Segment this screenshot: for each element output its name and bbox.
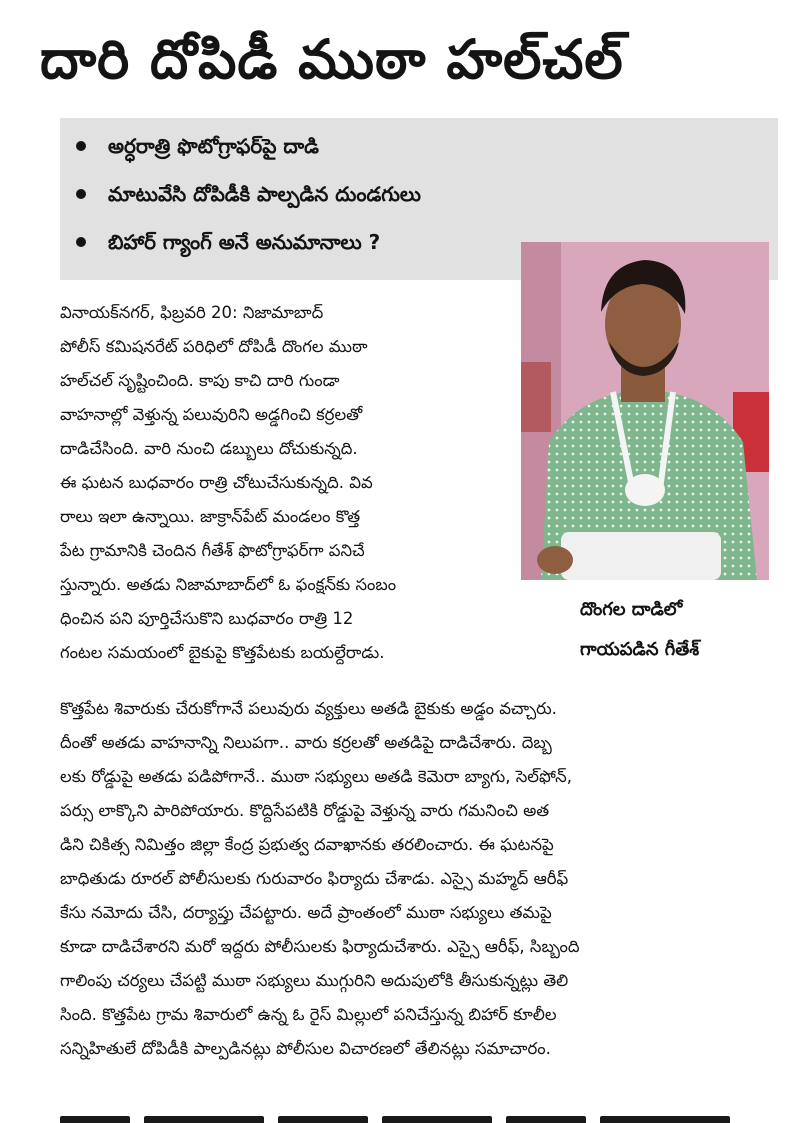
body-line: వినాయక్‌నగర్, ఫిబ్రవరి 20: నిజామాబాద్	[60, 303, 324, 322]
cutoff-glyph	[600, 1116, 730, 1123]
body-line: లకు రోడ్డుపై అతడు పడిపోగానే.. ముఠా సభ్యులు అతడి కెమెరా బ్యాగు, సెల్‌ఫోన్,	[60, 767, 573, 786]
bullet-item	[76, 224, 380, 260]
cutoff-glyph	[506, 1116, 586, 1123]
photo-caption	[580, 590, 780, 670]
body-line: హల్‌చల్ సృష్టించింది. కాపు కాచి దారి గుండా	[60, 371, 340, 390]
body-line: దీంతో అతడు వాహనాన్ని నిలుపగా.. వారు కర్రలతో అతడిపై దాడిచేశారు. దెబ్బ	[60, 733, 552, 752]
body-line: కేసు నమోదు చేసి, దర్యాప్తు చేపట్టారు. అదే ప్రాంతంలో ముఠా సభ్యులు తమపై	[60, 903, 552, 922]
body-line: కొత్తపేట శివారుకు చేరుకోగానే పలువురు వ్యక్తులు అతడి బైకుకు అడ్డం వచ్చారు.	[60, 699, 557, 718]
body-line: పర్సు లాక్కొని పారిపోయారు. కొద్దిసేపటికి రోడ్డుపై వెళ్తున్న వారు గమనించి అత	[60, 801, 550, 820]
body-line: దాడిచేసింది. వారి నుంచి డబ్బులు దోచుకున్నది.	[60, 439, 358, 458]
bullet-item	[76, 176, 421, 212]
body-line: పేట గ్రామానికి చెందిన గీతేశ్ ఫొటోగ్రాఫర్‌గా పనిచే	[60, 541, 365, 560]
body-line: బాధితుడు రూరల్ పోలీసులకు గురువారం ఫిర్యాదు చేశాడు. ఎస్సై మహ్మద్ ఆరీఫ్	[60, 869, 569, 888]
body-line: గంటల సమయంలో బైకుపై కొత్తపేటకు బయల్దేరాడు.	[60, 643, 385, 662]
cutoff-glyph	[60, 1116, 130, 1123]
body-line: సన్నిహితులే దోపిడీకి పాల్పడినట్లు పోలీసుల విచారణలో తేలినట్లు సమాచారం.	[60, 1039, 551, 1058]
next-article-cutoff	[60, 1112, 750, 1123]
cutoff-glyph	[144, 1116, 264, 1123]
caption-line: దొంగల దాడిలో	[580, 599, 683, 620]
bullet-dot-icon	[76, 189, 86, 199]
caption-line: గాయపడిన గీతేశ్	[580, 639, 700, 660]
body-line: కూడా దాడిచేశారని మరో ఇద్దరు పోలీసులకు ఫిర్యాదుచేశారు. ఎస్సై ఆరీఫ్, సిబ్బంది	[60, 937, 580, 956]
cutoff-glyph	[278, 1116, 368, 1123]
person-photo-icon	[521, 242, 769, 580]
body-line: ఈ ఘటన బుధవారం రాత్రి చోటుచేసుకున్నది. వివ	[60, 473, 373, 492]
body-line: స్తున్నారు. అతడు నిజామాబాద్‌లో ఓ ఫంక్షన్‌కు సంబం	[60, 575, 397, 594]
bullet-dot-icon	[76, 141, 86, 151]
body-line: డిని చికిత్స నిమిత్తం జిల్లా కేంద్ర ప్రభుత్వ దవాఖానకు తరలించారు. ఈ ఘటనపై	[60, 835, 554, 854]
headline: దారి దోపిడీ ముఠా హల్‌చల్	[40, 28, 624, 91]
bullet-item	[76, 128, 319, 164]
body-line: వాహనాల్లో వెళ్తున్న పలువురిని అడ్డగించి కర్రలతో	[60, 405, 363, 424]
bullet-text: బిహార్ గ్యాంగ్ అనే అనుమానాలు ?	[108, 230, 381, 254]
body-line: రాలు ఇలా ఉన్నాయి. జాక్రాన్‌పేట్ మండలం కొత్త	[60, 507, 361, 526]
bullet-text: మాటువేసి దోపిడీకి పాల్పడిన దుండగులు	[108, 182, 421, 206]
cutoff-glyph	[382, 1116, 492, 1123]
body-line: ధించిన పని పూర్తిచేసుకొని బుధవారం రాత్రి 12	[60, 609, 354, 628]
bullet-dot-icon	[76, 237, 86, 247]
body-line: గాలింపు చర్యలు చేపట్టి ముఠా సభ్యులు ముగ్గురిని అదుపులోకి తీసుకున్నట్లు తెలి	[60, 971, 569, 990]
body-line: పోలీస్ కమిషనరేట్ పరిధిలో దోపిడీ దొంగల ముఠా	[60, 337, 368, 356]
body-line: సింది. కొత్తపేట గ్రామ శివారులో ఉన్న ఓ రైస్ మిల్లులో పనిచేస్తున్న బిహార్ కూలీల	[60, 1005, 557, 1024]
bullet-text: అర్ధరాత్రి ఫొటోగ్రాఫర్‌పై దాడి	[108, 134, 319, 158]
